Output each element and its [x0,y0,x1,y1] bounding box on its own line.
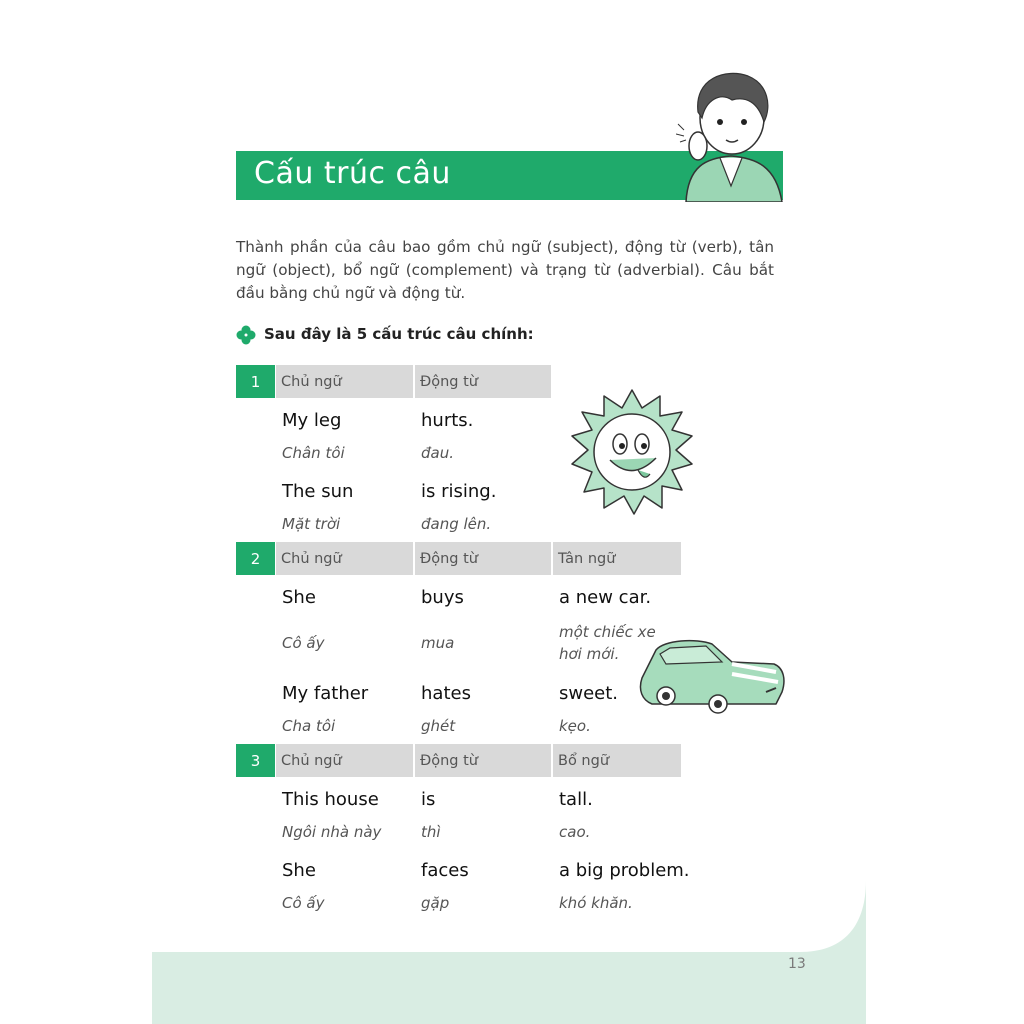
page-number: 13 [788,956,806,972]
page-footer-band [152,952,866,1024]
translation-verb: đang lên. [421,515,492,533]
translation-complement: cao. [559,823,591,841]
header-verb: Động từ [415,744,551,777]
translation-subject: Ngôi nhà này [282,823,382,841]
translation-verb: ghét [421,717,456,735]
translation-verb: gặp [421,894,450,912]
header-verb: Động từ [415,542,551,575]
example-verb: hurts. [421,410,474,431]
page-title: Cấu trúc câu [254,156,451,191]
translation-subject: Cha tôi [282,717,336,735]
example-subject: This house [282,789,379,810]
structure-number: 3 [236,744,275,777]
example-complement: a big problem. [559,860,690,881]
car-illustration [636,634,786,718]
example-subject: She [282,860,316,881]
example-subject: My father [282,683,369,704]
translation-complement: khó khăn. [559,894,633,912]
translation-subject: Chân tôi [282,444,345,462]
sun-illustration [568,388,698,516]
example-object: sweet. [559,683,619,704]
example-subject: She [282,587,316,608]
structure-number: 2 [236,542,275,575]
example-verb: buys [421,587,464,608]
intro-paragraph: Thành phần của câu bao gồm chủ ngữ (subject), động từ (verb), tân ngữ (object), bổ ngữ (complement) và trạng từ (adverbial). Câu bắt đầu bằng chủ ngữ và động từ. [236,238,774,302]
header-subject: Chủ ngữ [276,542,413,575]
example-subject: My leg [282,410,342,431]
translation-object: một chiếc xe hơi mới. [559,623,656,663]
footer-curve [800,880,866,952]
translation-verb: thì [421,823,441,841]
example-object: a new car. [559,587,652,608]
example-verb: is rising. [421,481,497,502]
translation-subject: Mặt trời [282,515,341,533]
translation-verb: mua [421,634,455,652]
translation-subject: Cô ấy [282,894,325,912]
example-subject: The sun [282,481,354,502]
header-object: Tân ngữ [553,542,681,575]
example-complement: tall. [559,789,593,810]
header-complement: Bổ ngữ [553,744,681,777]
clover-icon [236,325,256,345]
structure-number: 1 [236,365,275,398]
header-verb: Động từ [415,365,551,398]
example-verb: hates [421,683,471,704]
boy-illustration [676,66,786,202]
translation-subject: Cô ấy [282,634,325,652]
header-subject: Chủ ngữ [276,365,413,398]
translation-object: kẹo. [559,717,591,735]
subheading: Sau đây là 5 cấu trúc câu chính: [264,325,534,343]
example-verb: is [421,789,436,810]
example-verb: faces [421,860,469,881]
header-subject: Chủ ngữ [276,744,413,777]
translation-verb: đau. [421,444,454,462]
